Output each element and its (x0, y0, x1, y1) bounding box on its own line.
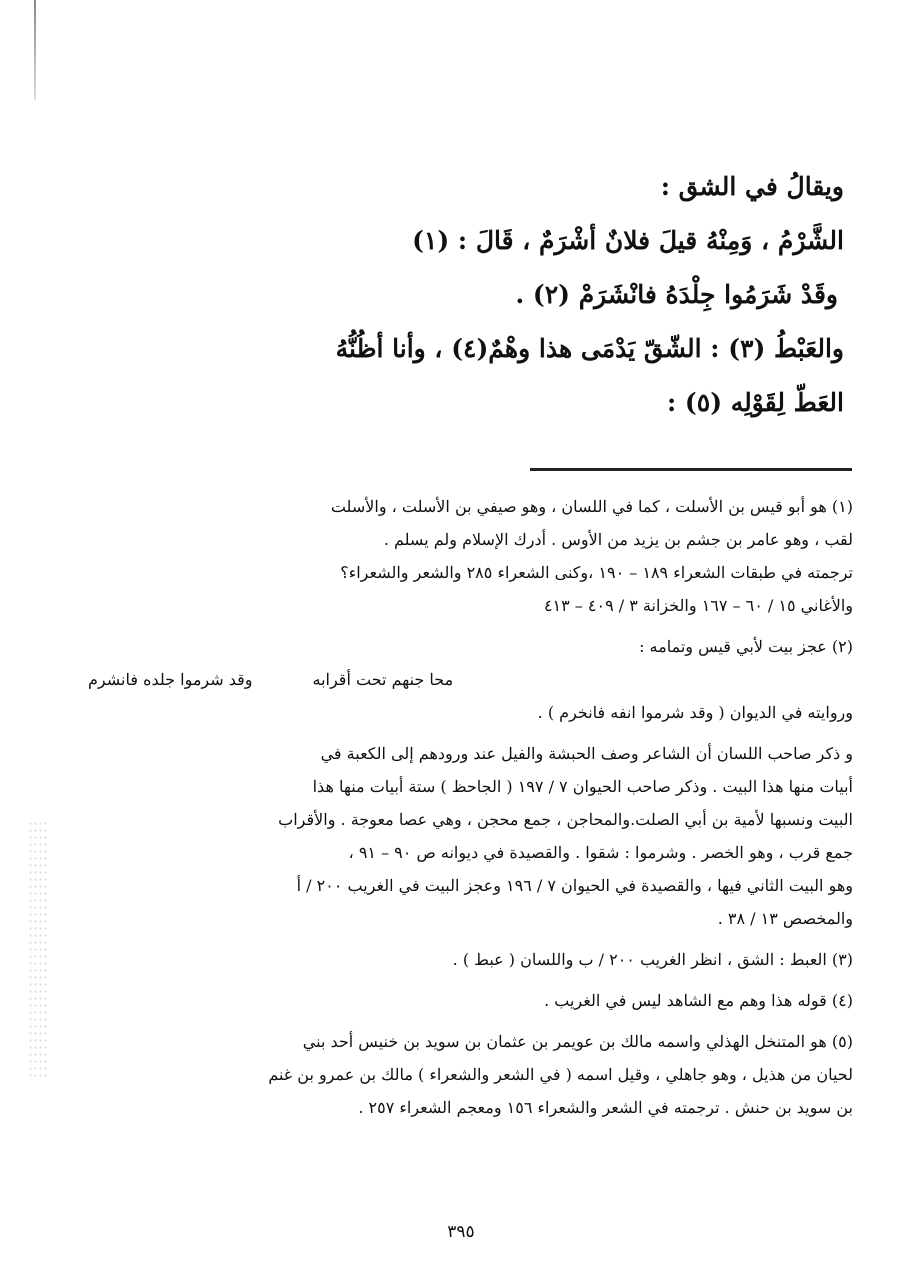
footnote-3 (88, 943, 853, 976)
footnote-1-line: ترجمته في طبقات الشعراء ١٨٩ – ١٩٠ ،وكنى الشعراء ٢٨٥ والشعر والشعراء؟ (340, 563, 853, 582)
footnotes (88, 490, 853, 1132)
footnote-5-line: بن سويد بن حنش . ترجمته في الشعر والشعراء ١٥٦ ومعجم الشعراء ٢٥٧ . (358, 1098, 853, 1117)
footnote-1 (88, 490, 853, 622)
footnote-2-extra-line: البيت ونسبها لأمية بن أبي الصلت.والمحاجن ، جمع محجن ، وهي عصا معوجة . والأقراب (278, 810, 853, 829)
footnote-2-extra-line: والمخصص ١٣ / ٣٨ . (717, 909, 853, 928)
footnote-2-extra-line: وهو البيت الثاني فيها ، والقصيدة في الحيوان ٧ / ١٩٦ وعجز البيت في الغريب ٢٠٠ / أ (296, 876, 853, 895)
footnote-1-line: (١) هو أبو قيس بن الأسلت ، كما في اللسان ، وهو صيفي بن الأسلت ، والأسلت (330, 497, 853, 516)
verse-hemistich-left: وقد شرموا جلده فانشرم (88, 670, 253, 689)
footnote-divider (530, 468, 852, 471)
footnote-2-extra (88, 737, 853, 935)
main-line-4: والعَبْطُ (٣) : الشّقّ يَدْمَى هذا وهْمٌ(٤) ، وأنا أظُنُّهُ (335, 334, 844, 363)
footnote-3-line: (٣) العبط : الشق ، انظر الغريب ٢٠٠ / ب واللسان ( عبط ) . (452, 950, 853, 969)
main-line-5: العَطّ لِقَوْلِه (٥) : (667, 388, 844, 417)
footnote-5-line: (٥) هو المتنخل الهذلي واسمه مالك بن عويمر بن عثمان بن سويد بن خنيس أحد بني (302, 1032, 853, 1051)
footnote-5-line: لحيان من هذيل ، وهو جاهلي ، وقيل اسمه ( في الشعر والشعراء ) مالك بن عمرو بن غنم (268, 1065, 853, 1084)
scan-margin-noise (28, 820, 48, 1080)
footnote-2-extra-line: أبيات منها هذا البيت . وذكر صاحب الحيوان ٧ / ١٩٧ ( الجاحظ ) ستة أبيات منها هذا (312, 777, 853, 796)
footnote-4-line: (٤) قوله هذا وهم مع الشاهد ليس في الغريب . (544, 991, 853, 1010)
main-line-2: الشَّرْمُ ، وَمِنْهُ قيلَ فلانٌ أشْرَمٌ ، قَالَ : (١) (412, 226, 844, 255)
page-number: ٣٩٥ (447, 1222, 475, 1242)
main-line-3: وقَدْ شَرَمُوا جِلْدَهُ فانْشَرَمْ (٢) . (515, 280, 838, 309)
footnote-2-extra-line: و ذكر صاحب اللسان أن الشاعر وصف الحبشة والفيل عند ورودهم إلى الكعبة في (320, 744, 853, 763)
footnote-2-extra-line: جمع قرب ، وهو الخصر . وشرموا : شقوا . والقصيدة في ديوانه ص ٩٠ – ٩١ ، (348, 843, 853, 862)
footnote-2-intro: (٢) عجز بيت لأبي قيس وتمامه : (639, 637, 853, 656)
footnote-4 (88, 984, 853, 1017)
footnote-1-line: والأغاني ١٥ / ٦٠ – ١٦٧ والخزانة ٣ / ٤٠٩ – ٤١٣ (543, 596, 853, 615)
main-line-1: ويقالُ في الشق : (660, 172, 844, 201)
footnote-2 (88, 630, 853, 729)
scan-edge (34, 0, 36, 100)
footnote-2-after: وروايته في الديوان ( وقد شرموا انفه فانخرم ) . (537, 703, 853, 722)
main-text (224, 160, 844, 430)
verse-hemistich-right: محا جنهم تحت أقرابه (312, 670, 454, 689)
footnote-1-line: لقب ، وهو عامر بن جشم بن يزيد من الأوس . أدرك الإسلام ولم يسلم . (383, 530, 853, 549)
footnote-2-verse (88, 663, 853, 696)
footnote-5 (88, 1025, 853, 1124)
